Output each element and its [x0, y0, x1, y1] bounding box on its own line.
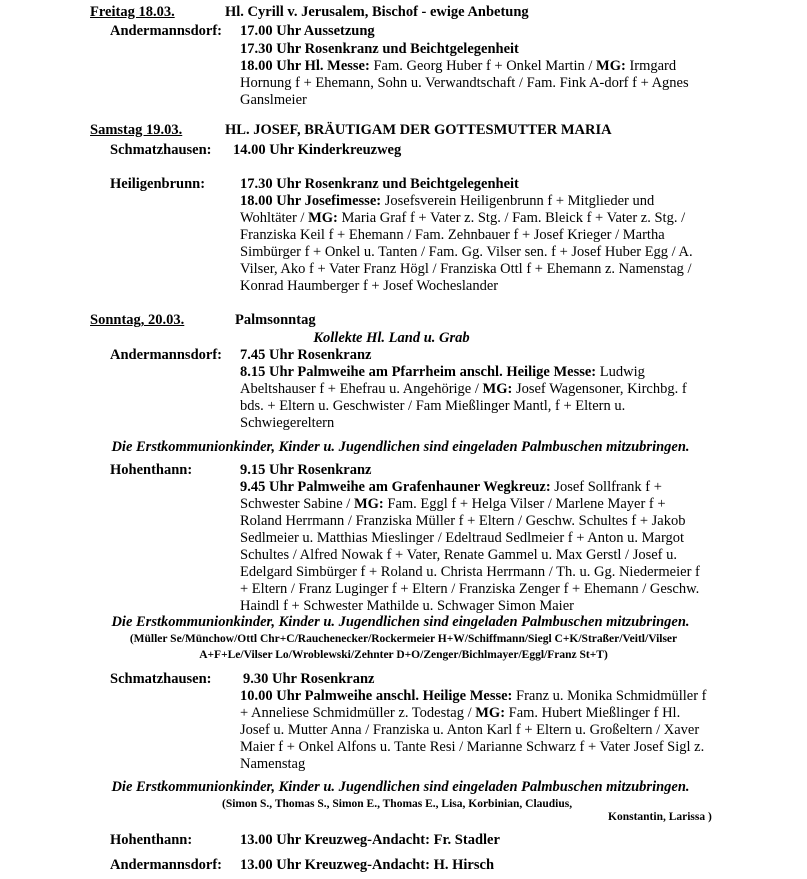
- day-heading-friday: [90, 4, 529, 21]
- mass-line: [240, 364, 645, 381]
- mass-intentions: Fam. Georg Huber f + Onkel Martin /: [369, 58, 597, 74]
- mass-line: [240, 58, 676, 75]
- day-title: Palmsonntag: [235, 312, 316, 328]
- day-date: Samstag 19.03.: [90, 122, 183, 138]
- day-heading-sunday: [90, 312, 316, 329]
- service-time: 9.15 Uhr Rosenkranz: [240, 462, 372, 478]
- mg-label: MG:: [308, 210, 338, 226]
- text-line: Josef u. Mutter Anna / Franziska u. Anton Karl f + Eltern u. Großeltern / Xaver: [240, 722, 700, 738]
- mass-intentions: Schwester Sabine /: [240, 496, 354, 512]
- text-line: Ganslmeier: [240, 92, 307, 108]
- day-title: HL. JOSEF, BRÄUTIGAM DER GOTTESMUTTER MARIA: [225, 122, 612, 138]
- communicants-list: (Müller Se/Münchow/Ottl Chr+C/Rauchenecker/Rockermeier H+W/Schiffmann/Siegl C+K/Straßer/Veitl/Vilser: [129, 633, 678, 645]
- text-line: Schwiegereltern: [240, 415, 335, 431]
- text-line: Maier f + Onkel Alfons u. Tante Resi / Marianne Schwarz f + Vater Josef Sigl z.: [240, 739, 705, 755]
- text-line: Franziska Keil f + Ehemann / Fam. Zehnbauer f + Josef Krieger / Martha: [240, 227, 665, 243]
- text-line: Simbürger f + Onkel u. Tanten / Fam. Gg. Vilser sen. f + Josef Huber Egg / A.: [240, 244, 693, 260]
- service-time: 9.30 Uhr Rosenkranz: [243, 671, 375, 687]
- collect-note: Kollekte Hl. Land u. Grab: [313, 330, 470, 346]
- mass-line: [240, 479, 662, 496]
- mg-label: MG:: [596, 58, 626, 74]
- text-line: Haindl f + Schwester Mathilde u. Schwager Simon Maier: [240, 598, 574, 614]
- place-name: Heiligenbrunn:: [110, 176, 206, 192]
- mass-line: [240, 496, 666, 513]
- text-line: Schultes / Alfred Nowak f + Vater, Renate Gammel u. Max Gerstl / Josef u.: [240, 547, 677, 563]
- service-time: 14.00 Uhr Kinderkreuzweg: [233, 142, 402, 158]
- place-name: Schmatzhausen:: [110, 671, 212, 687]
- service-time: 7.45 Uhr Rosenkranz: [240, 347, 372, 363]
- text-line: Edelgard Simbürger f + Roland u. Christa Herrmann / Th. u. Gg. Niedermeier f: [240, 564, 700, 580]
- mass-intentions-cont: Josef Wagensoner, Kirchbg. f: [512, 381, 687, 397]
- mg-label: MG:: [353, 496, 384, 512]
- mass-intentions-cont: Irmgard: [625, 58, 677, 74]
- text-line: Roland Herrmann / Franziska Müller f + Eltern / Geschw. Schultes f + Jakob: [240, 513, 686, 529]
- invitation-notice: Die Erstkommunionkinder, Kinder u. Jugendlichen sind eingeladen Palmbuschen mitzubringen.: [111, 614, 690, 630]
- mass-label: 9.45 Uhr Palmweihe am Grafenhauner Wegkreuz:: [240, 479, 551, 495]
- mass-intentions: Josef Sollfrank f +: [550, 479, 662, 495]
- place-name: Andermannsdorf:: [110, 347, 222, 363]
- mg-label: MG:: [482, 381, 513, 397]
- text-line: Konrad Haumberger f + Josef Wocheslander: [240, 278, 499, 294]
- place-name: Andermannsdorf:: [110, 857, 222, 873]
- mass-intentions: Abeltshauser f + Ehefrau u. Angehörige /: [240, 381, 483, 397]
- mass-line: [240, 210, 685, 227]
- communicants-list: A+F+Le/Vilser Lo/Wroblewski/Zehnter D+O/Zenger/Bichlmayer/Eggl/Franz St+T): [199, 649, 608, 661]
- communicants-list: Konstantin, Larissa ): [608, 811, 712, 823]
- mass-intentions: Josefsverein Heiligenbrunn f + Mitglieder und: [381, 193, 655, 209]
- mass-line: [240, 688, 707, 705]
- invitation-notice: Die Erstkommunionkinder, Kinder u. Jugendlichen sind eingeladen Palmbuschen mitzubringen.: [111, 779, 690, 795]
- place-name: Andermannsdorf:: [110, 23, 222, 39]
- mass-intentions: Ludwig: [596, 364, 645, 380]
- place-name: Schmatzhausen:: [110, 142, 212, 158]
- service-time: 17.00 Uhr Aussetzung: [240, 23, 375, 39]
- place-name: Hohenthann:: [110, 832, 193, 848]
- service-line: 17.30 Uhr Rosenkranz und Beichtgelegenheit: [240, 41, 519, 57]
- mass-label: 10.00 Uhr Palmweihe anschl. Heilige Messe:: [240, 688, 513, 704]
- text-line: Namenstag: [240, 756, 306, 772]
- mass-line: [240, 193, 654, 210]
- mass-intentions: + Anneliese Schmidmüller z. Todestag /: [240, 705, 476, 721]
- mass-label: 18.00 Uhr Hl. Messe:: [240, 58, 370, 74]
- day-title: Hl. Cyrill v. Jerusalem, Bischof - ewige Anbetung: [225, 4, 529, 20]
- text-line: bds. + Eltern u. Geschwister / Fam Mießlinger Mantl, f + Eltern u.: [240, 398, 626, 414]
- mass-intentions: Wohltäter /: [240, 210, 309, 226]
- mass-line: [240, 705, 680, 722]
- mass-label: 8.15 Uhr Palmweihe am Pfarrheim anschl. Heilige Messe:: [240, 364, 597, 380]
- text-line: Hornung f + Ehemann, Sohn u. Verwandtschaft / Fam. Fink A-dorf f + Agnes: [240, 75, 689, 91]
- mass-intentions-cont: Fam. Eggl f + Helga Vilser / Marlene Mayer f +: [383, 496, 666, 512]
- service-time: 13.00 Uhr Kreuzweg-Andacht: H. Hirsch: [240, 857, 495, 873]
- service-time: 13.00 Uhr Kreuzweg-Andacht: Fr. Stadler: [240, 832, 500, 848]
- text-line: + Eltern / Franz Luginger f + Eltern / Franziska Zenger f + Ehemann / Geschw.: [240, 581, 700, 597]
- service-time: 17.30 Uhr Rosenkranz und Beichtgelegenheit: [240, 176, 519, 192]
- invitation-notice: Die Erstkommunionkinder, Kinder u. Jugendlichen sind eingeladen Palmbuschen mitzubringen.: [111, 439, 690, 455]
- place-name: Hohenthann:: [110, 462, 193, 478]
- day-date: Sonntag, 20.03.: [90, 312, 185, 328]
- day-heading-saturday: [90, 122, 612, 139]
- mass-label: 18.00 Uhr Josefimesse:: [240, 193, 382, 209]
- mass-line: [240, 381, 687, 398]
- day-date: Freitag 18.03.: [90, 4, 175, 20]
- communicants-list: (Simon S., Thomas S., Simon E., Thomas E., Lisa, Korbinian, Claudius,: [222, 798, 573, 810]
- text-line: Vilser, Ako f + Vater Franz Högl / Franziska Ottl f + Ehemann z. Namenstag /: [240, 261, 692, 277]
- mass-intentions-cont: Maria Graf f + Vater z. Stg. / Fam. Bleick f + Vater z. Stg. /: [337, 210, 686, 226]
- mass-intentions: Franz u. Monika Schmidmüller f: [512, 688, 707, 704]
- mg-label: MG:: [475, 705, 506, 721]
- mass-intentions-cont: Fam. Hubert Mießlinger f Hl.: [505, 705, 681, 721]
- text-line: Sedlmeier u. Matthias Mieslinger / Edeltraud Sedlmeier f + Anton u. Margot: [240, 530, 685, 546]
